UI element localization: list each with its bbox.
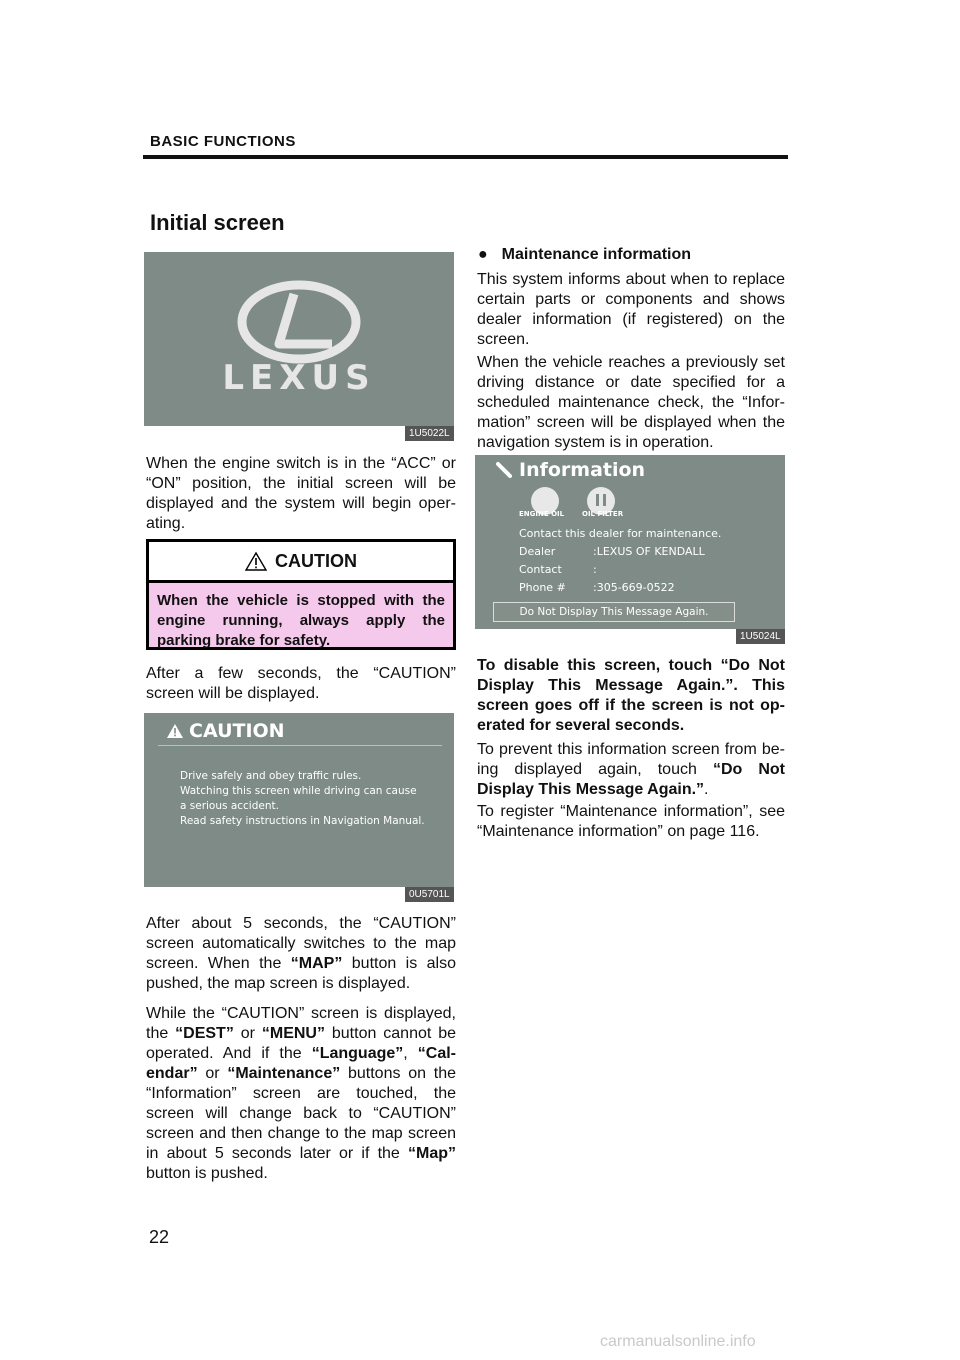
p4-text-3: button cannot be operated. And if the [146,1025,457,1062]
do-not-display-button[interactable]: Do Not Display This Message Again. [493,602,735,622]
paragraph-after-few-seconds: After a few seconds, the “CAUTION” screen will be displayed. [146,665,456,702]
caution-screen-divider [158,745,442,746]
maintenance-button-ref: “Maintenance” [227,1065,341,1082]
p-prevent-text-1: To prevent this information screen from be- ing displayed again, touch [477,741,785,778]
paragraph-maintenance-info: This system informs about when to replace certain parts or components and shows dealer information (if registered) on the screen. [477,271,785,348]
oil-filter-label: OIL FILTER [582,510,624,518]
contact-value: : [593,563,597,576]
menu-button-ref: “MENU” [261,1025,325,1042]
caution-screen-image [144,713,454,887]
p4-text-7: button is pushed. [146,1165,268,1182]
information-intro: Contact this dealer for maintenance. [519,527,722,540]
paragraph-initial: When the engine switch is in the “ACC” or “ON” position, the initial screen will be displayed and the system will begin oper- ating. [146,455,456,532]
information-screen-image [475,455,785,629]
caution-screen-line-3: a serious accident. [180,800,279,812]
map-button-ref: “MAP” [290,955,343,972]
p3-text-2: button is also pushed, the map screen is displayed. [146,955,456,992]
maintenance-heading-text: Maintenance information [501,246,692,263]
lexus-logo-icon [144,252,454,426]
header-title: BASIC FUNCTIONS [150,133,296,150]
paragraph-vehicle-reaches: When the vehicle reaches a previously set driving distance or date specified for a scheduled maintenance check, the “Infor- mation” screen will be displayed when the navigation system is in operation. [477,354,785,451]
p4-text-1: While the “CAUTION” screen is displayed, the [146,1005,456,1042]
figure-code-2: 0U5701L [405,887,454,902]
caution-screen-warning-icon [166,723,184,739]
map-button-ref-2: “Map” [408,1145,456,1162]
wrench-icon [495,461,513,479]
header-rule [143,155,788,159]
caution-screen-line-2: Watching this screen while driving can cause [180,785,417,797]
phone-label: Phone # [519,581,566,594]
paragraph-after-5-seconds [146,914,456,994]
p-prevent-text-2: . [704,781,709,798]
caution-screen-line-4: Read safety instructions in Navigation Manual. [180,815,425,827]
do-not-display-ref: “Do Not Display This Message Again.” [477,761,786,798]
caution-screen-line-1: Drive safely and obey traffic rules. [180,770,362,782]
dealer-label: Dealer [519,545,556,558]
p4-text-4: , [403,1045,418,1062]
caution-box [146,539,456,650]
paragraph-register: To register “Maintenance information”, see “Maintenance information” on page 116. [477,803,785,840]
watermark: carmanualsonline.info [600,1333,756,1350]
caution-screen-title: CAUTION [189,720,285,742]
paragraph-while-caution [146,1004,456,1184]
section-title: Initial screen [150,210,285,235]
caution-header [149,542,453,580]
dealer-value: :LEXUS OF KENDALL [593,545,705,558]
p4-text-6: buttons on the “Information” screen are touched, the screen will change back to “CAUTION” screen and then change to the map screen in about 5 seconds later or if the [146,1065,457,1162]
paragraph-prevent-screen [477,740,785,800]
caution-body: When the vehicle is stopped with the engine running, always apply the parking brake for safety. [149,580,453,647]
bullet-icon: ● [478,246,488,263]
figure-code-3: 1U5024L [736,629,785,644]
warning-triangle-icon [245,551,267,571]
phone-value: :305-669-0522 [593,581,675,594]
figure-code-1: 1U5022L [405,426,454,441]
p4-text-2: or [233,1025,262,1042]
p4-text-5: or [197,1065,228,1082]
maintenance-heading [478,246,691,264]
lexus-wordmark: LEXUS [222,358,376,398]
calendar-button-ref: “Cal- endar” [146,1045,457,1082]
page-number: 22 [149,1227,170,1247]
language-button-ref: “Language” [311,1045,404,1062]
p3-text-1: After about 5 seconds, the “CAUTION” screen automatically switches to the map screen. When the [146,915,456,972]
dest-button-ref: “DEST” [175,1025,234,1042]
engine-oil-label: ENGINE OIL [519,510,565,518]
paragraph-disable-screen: To disable this screen, touch “Do Not Display This Message Again.”. This screen goes off if the screen is not op- erated for several seconds. [477,657,785,734]
caution-title: CAUTION [275,550,357,571]
contact-label: Contact [519,563,562,576]
information-screen-title: Information [519,459,646,481]
lexus-screen-image [144,252,454,426]
